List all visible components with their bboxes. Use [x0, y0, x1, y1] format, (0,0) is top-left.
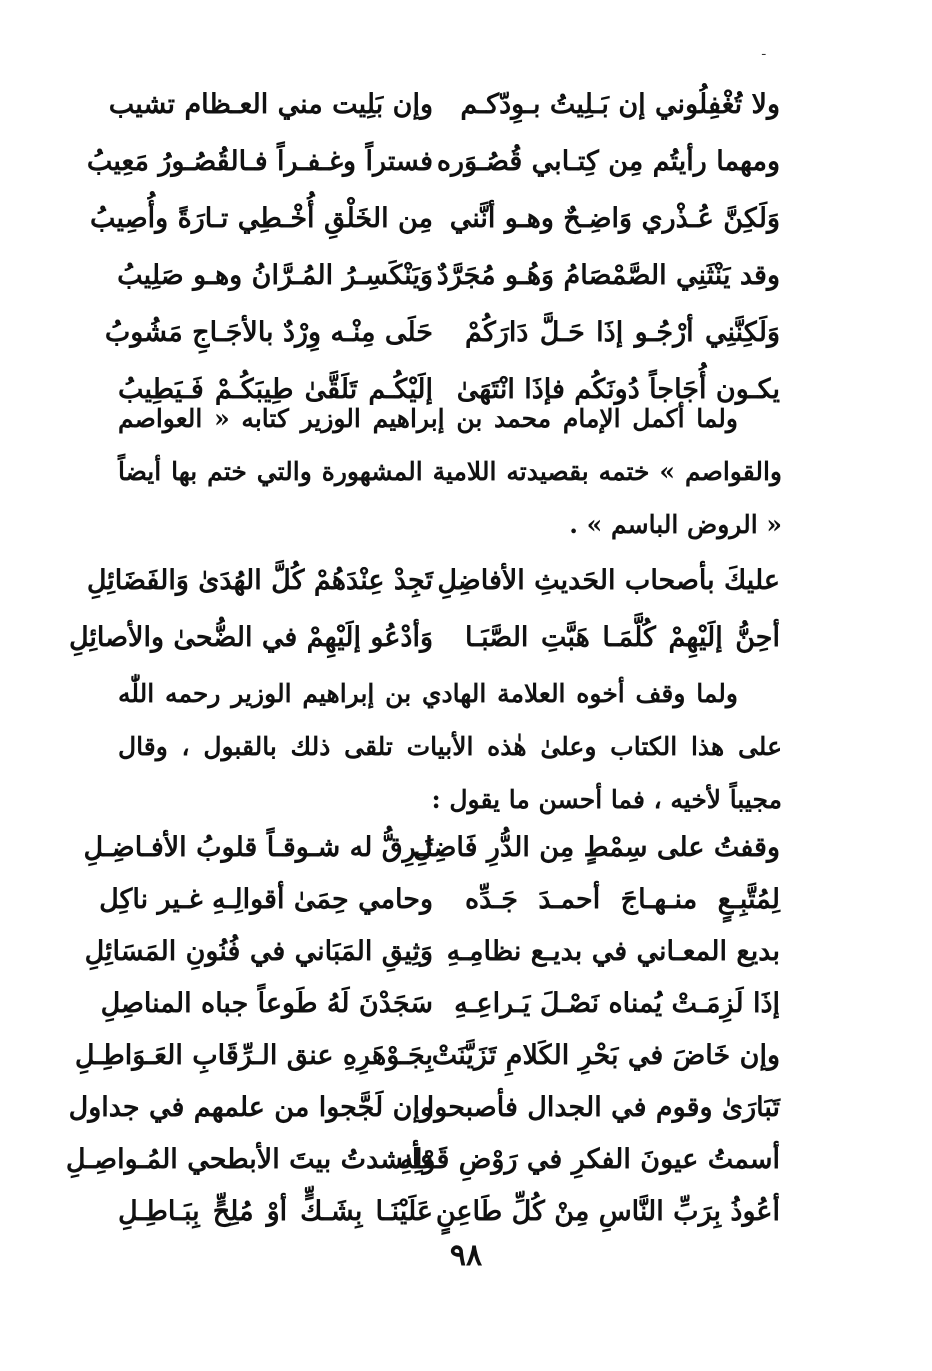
verse-line	[100, 978, 780, 1030]
verse-second-hemistich: عَلَيْنَـا بِشَـكٍّ أوْ مُلِحٍّ بِبَـاطِـلِ	[118, 1196, 433, 1227]
verse-line	[68, 609, 780, 666]
prose-text: ولما أكمل الإمام محمد بن إبراهيم الوزير كتابه « العواصم والقواصم » ختمه بقصيدته اللامية المشهورة والتي ختم بها أيضاً « الروض الباسم » .	[118, 404, 782, 539]
prose-paragraph-2	[118, 667, 782, 826]
verse-first-hemistich: وَلَكِنَّنِي أرْجُـو إذَا حَـلَّ دَارَكُمْ	[465, 317, 780, 348]
page-number: ٩٨	[449, 1238, 483, 1273]
verse-second-hemistich: بِجَـوْهَرِهِ عنق الـرِّقَابِ العَـوَاطِـلِ	[74, 1040, 433, 1071]
verse-first-hemistich: تَبَارَىٰ وقوم في الجدال فأصبحوا	[426, 1092, 780, 1123]
poem-block-3	[65, 822, 780, 1238]
verse-second-hemistich: فأنشدتُ بيتَ الأبطحي المُـواصِـلِ	[65, 1144, 433, 1175]
verse-first-hemistich: أحِنُّ إلَيْهِمْ كُلَّمَـا هَبَّتِ الصَّبَـا	[465, 622, 780, 653]
verse-second-hemistich: سَجَدْنَ لَهُ طَوعاً جباه المناصِلِ	[100, 988, 433, 1019]
poem-block-2	[68, 552, 780, 666]
verse-first-hemistich: عليكَ بأصحاب الحَديثِ الأفاضِلِ	[437, 565, 780, 596]
verse-line	[83, 822, 780, 874]
verse-line	[118, 1186, 780, 1238]
verse-line	[86, 552, 780, 609]
verse-first-hemistich: وإن خَاضَ في بَحْرِ الكَلامِ تَزَيَّنَتْ	[431, 1040, 780, 1071]
verse-second-hemistich: وَيَنْكَسِـرُ المُـرَّانُ وهـو صَلِيبُ	[117, 260, 433, 291]
verse-first-hemistich: وَلَكِنَّ عُـذْري وَاضِـحٌ وهـو أنَّني	[449, 203, 780, 234]
poem-block-1	[86, 76, 780, 418]
verse-first-hemistich: أسمتُ عيونَ الفكرِ في رَوْضِ قَوْلِهِ	[399, 1144, 780, 1175]
verse-first-hemistich: بديع المعـاني في بديـع نظامِـهِ	[446, 936, 780, 967]
verse-first-hemistich: لِمُتَّبِـعٍ منـهـاجَ أحمـدَ جَـدِّه	[465, 884, 780, 915]
prose-text: ولما وقف أخوه العلامة الهادي بن إبراهيم الوزير رحمه اللّٰه على هذا الكتاب وعلىٰ هٰذه الأبيات تلقى ذلك بالقبول ، وقال مجيباً لأخيه ، فما أحسن ما يقول :	[118, 679, 782, 814]
verse-line	[68, 1082, 780, 1134]
verse-line	[108, 76, 780, 133]
verse-second-hemistich: مِن الخَلْقِ أُخْـطِي تـارَةً وأُصِيبُ	[90, 203, 433, 234]
verse-second-hemistich: إلَيْكُـم تَلَقَّىٰ طِيبَكُـمْ فَـيَطِيبُ	[118, 374, 433, 405]
top-corner-mark: ـ	[762, 44, 766, 58]
verse-line	[90, 190, 780, 247]
verse-first-hemistich: ومهما رأيتُم مِن كِتـابي قُصُـوَره	[436, 146, 780, 177]
prose-paragraph-1	[118, 392, 782, 551]
verse-line	[84, 926, 780, 978]
verse-line	[74, 1030, 780, 1082]
verse-line	[99, 874, 780, 926]
verse-second-hemistich: وَأدْعُو إلَيْهِمْ في الضُّحىٰ والأصائِلِ	[68, 622, 433, 653]
verse-second-hemistich: وَثِيقِ المَبَاني في فُنُونِ المَسَائِلِ	[84, 936, 433, 967]
verse-first-hemistich: وقفتُ على سِمْطٍ مِن الدُّرِ فَاضِلِ	[413, 832, 780, 863]
verse-second-hemistich: فستراً وغـفـراً فـالقُصُـورُ مَعِيبُ	[86, 146, 433, 177]
verse-first-hemistich: يكـون أُجَاجاً دُونَكُم فإذَا انْتَهَىٰ	[456, 374, 780, 405]
verse-first-hemistich: وقد يَنْثَنِي الصَّمْصَامُ وَهُـو مُجَرَّدٌ	[436, 260, 780, 291]
verse-line	[86, 133, 780, 190]
verse-line	[118, 247, 780, 304]
verse-second-hemistich: حَلَى مِنْـه وِرْدٌ بالأجَـاجِ مَشُوبُ	[104, 317, 433, 348]
verse-first-hemistich: ولا تُغْفِلُوني إن بَـلِيتُ بـوِدّكـم	[460, 89, 780, 120]
verse-line	[104, 304, 780, 361]
verse-second-hemistich: تَجِدْ عِنْدَهُمْ كُلَّ الهُدَىٰ وَالفَضَائِلِ	[86, 565, 433, 596]
verse-line	[65, 1134, 780, 1186]
verse-second-hemistich: وحامي حِمَىٰ أقوالِـهِ غـير ناكِل	[99, 884, 433, 915]
verse-first-hemistich: أعُوذُ بِرَبِّ النَّاسِ مِنْ كُلِّ طَاعِنٍ	[435, 1196, 780, 1227]
verse-second-hemistich: وإن لَجَّجوا من علمهم في جداول	[68, 1092, 433, 1123]
verse-first-hemistich: إذَا لَزِمَـتْ يُمناه نَصْـلَ يَـراعِـهِ	[454, 988, 780, 1019]
verse-second-hemistich: تَـرِقُّ له شـوقـاً قلوبُ الأفـاضِـلِ	[83, 832, 433, 863]
verse-second-hemistich: وإن بَلِيت مني العـظام تشيب	[108, 89, 433, 120]
